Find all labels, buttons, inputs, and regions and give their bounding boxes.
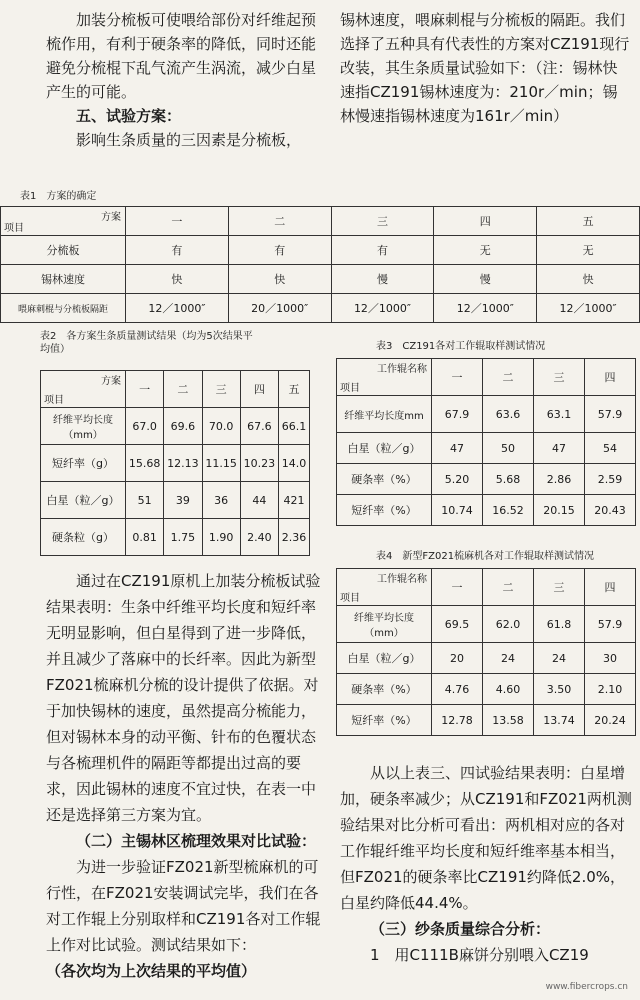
table-4-caption: 表4 新型FZ021梳麻机各对工作辊取样测试情况 <box>376 551 595 562</box>
table-row <box>337 464 636 495</box>
table-3-col: 一 <box>432 359 483 396</box>
table-cell: 12／1000″ <box>434 294 537 323</box>
table-cell: 快 <box>537 265 640 294</box>
table-2-row-label: 白星（粒／g） <box>41 482 126 519</box>
table-1-corner: 方案 项目 <box>1 207 126 236</box>
paragraph-table-analysis: 从以上表三、四试验结果表明：白星增加，硬条率减少；从CZ191和FZ021两机测验结果对比分析可看出：两机相对应的各对工作辊纤维平均长度和短纤维率基本相当，但FZ021的硬条率比CZ191约降低2.0%，白星约降低44.4%。 <box>340 764 632 912</box>
table-3-row-label: 纤维平均长度mm <box>337 396 432 433</box>
table-3-col: 三 <box>534 359 585 396</box>
table-4-row-label: 白星（粒／g） <box>337 643 432 674</box>
table-cell: 慢 <box>434 265 537 294</box>
table-4-row-label: 短纤率（%） <box>337 705 432 736</box>
table-4-col: 二 <box>483 569 534 606</box>
table-4-row-label: 硬条率（%） <box>337 674 432 705</box>
table-cell: 16.52 <box>483 495 534 526</box>
table-2-caption: 表2 各方案生条质量测试结果（均为5次结果平均值） <box>40 331 253 355</box>
right-body-column <box>340 760 632 968</box>
table-row <box>41 445 310 482</box>
table-row <box>337 705 636 736</box>
table-cell: 67.6 <box>240 408 278 445</box>
table-1-col: 二 <box>228 207 331 236</box>
table-cell: 11.15 <box>202 445 240 482</box>
section-heading-5: 五、试验方案： <box>76 107 182 125</box>
watermark-footer: www.fibercrops.cn <box>545 982 628 992</box>
table-2-col: 二 <box>164 371 202 408</box>
table-row <box>337 606 636 643</box>
table-2-col: 三 <box>202 371 240 408</box>
table-4 <box>336 550 636 736</box>
table-cell: 10.74 <box>432 495 483 526</box>
table-2-col: 一 <box>126 371 164 408</box>
table-cell: 12.78 <box>432 705 483 736</box>
table-3-col: 四 <box>585 359 636 396</box>
table-3-row-label: 白星（粒／g） <box>337 433 432 464</box>
paragraph-factors: 影响生条质量的三因素是分梳板， <box>76 131 302 149</box>
paragraph-results: 通过在CZ191原机上加装分梳板试验结果表明：生条中纤维平均长度和短纤率无明显影响，但白星得到了进一步降低，并且减少了落麻中的长纤率。因此为新型FZ021梳麻机分梳的设计提供了依据。对于加快锡林的速度，虽然提高分梳能力，但对锡林本身的动平衡、针布的色覆状态与各梳理机件的隔距等都提出过高的要求，因此锡林的速度不宜过快，在表一中还是选择第三方案为宜。 <box>46 572 321 824</box>
paragraph-plan-intro: 锡林速度，喂麻刺棍与分梳板的隔距。我们选择了五种具有代表性的方案对CZ191现行改装，其生条质量试验如下：（注：锡林快速指CZ191锡林速度为：210r／min；锡林慢速指锡林速度为161r／min） <box>340 11 630 125</box>
table-row <box>41 408 310 445</box>
table-1-row-label: 锡林速度 <box>1 265 126 294</box>
table-cell: 2.86 <box>534 464 585 495</box>
table-cell: 61.8 <box>534 606 585 643</box>
table-1-col: 三 <box>331 207 434 236</box>
table-2-row-label: 短纤率（g） <box>41 445 126 482</box>
table-cell: 20.24 <box>585 705 636 736</box>
table-1-row-label: 喂麻刺棍与分梳板隔距 <box>1 294 126 323</box>
table-cell: 0.81 <box>126 519 164 556</box>
paragraph-item-1: 1 用C111B麻饼分别喂入CZ19 <box>370 946 589 964</box>
table-cell: 67.0 <box>126 408 164 445</box>
table-1-row-label: 分梳板 <box>1 236 126 265</box>
table-cell: 12／1000″ <box>537 294 640 323</box>
table-row <box>337 674 636 705</box>
table-2-col: 五 <box>279 371 310 408</box>
table-cell: 69.5 <box>432 606 483 643</box>
table-cell: 1.75 <box>164 519 202 556</box>
table-row <box>1 265 640 294</box>
table-cell: 44 <box>240 482 278 519</box>
table-3-row-label: 短纤率（%） <box>337 495 432 526</box>
table-cell: 421 <box>279 482 310 519</box>
table-cell: 62.0 <box>483 606 534 643</box>
table-cell: 2.10 <box>585 674 636 705</box>
table-4-col: 三 <box>534 569 585 606</box>
table-cell: 70.0 <box>202 408 240 445</box>
left-top-column <box>46 8 328 152</box>
table-cell: 快 <box>228 265 331 294</box>
table-2-row-label: 硬条粒（g） <box>41 519 126 556</box>
table-cell: 50 <box>483 433 534 464</box>
section-heading-3: （三）纱条质量综合分析： <box>370 920 551 938</box>
table-cell: 1.90 <box>202 519 240 556</box>
table-cell: 无 <box>434 236 537 265</box>
table-cell: 20／1000″ <box>228 294 331 323</box>
table-cell: 快 <box>126 265 229 294</box>
table-cell: 3.50 <box>534 674 585 705</box>
table-4-corner: 工作辊名称 项目 <box>337 569 432 606</box>
table-cell: 57.9 <box>585 606 636 643</box>
table-1-col: 四 <box>434 207 537 236</box>
table-1-col: 五 <box>537 207 640 236</box>
table-cell: 20 <box>432 643 483 674</box>
table-4-col: 四 <box>585 569 636 606</box>
table-row <box>337 433 636 464</box>
table-row <box>41 519 310 556</box>
table-cell: 47 <box>534 433 585 464</box>
table-row <box>41 482 310 519</box>
table-cell: 2.59 <box>585 464 636 495</box>
table-cell: 20.43 <box>585 495 636 526</box>
table-1 <box>0 190 640 323</box>
paragraph-preliminary: 加装分梳板可使喂给部份对纤维起预梳作用，有利于硬条率的降低，同时还能避免分梳棍下乱气流产生涡流，减少白星产生的可能。 <box>46 11 317 101</box>
table-2-row-label: 纤维平均长度（mm） <box>41 408 126 445</box>
table-2 <box>40 330 310 556</box>
table-1-caption: 表1 方案的确定 <box>20 191 97 202</box>
table-cell: 36 <box>202 482 240 519</box>
table-3-corner: 工作辊名称 项目 <box>337 359 432 396</box>
left-body-column <box>46 568 328 984</box>
table-3-row-label: 硬条率（%） <box>337 464 432 495</box>
table-row <box>1 294 640 323</box>
table-cell: 20.15 <box>534 495 585 526</box>
table-cell: 14.0 <box>279 445 310 482</box>
table-4-row-label: 纤维平均长度（mm） <box>337 606 432 643</box>
table-cell: 2.36 <box>279 519 310 556</box>
table-cell: 4.60 <box>483 674 534 705</box>
right-top-column <box>340 8 632 128</box>
table-3-col: 二 <box>483 359 534 396</box>
table-cell: 13.58 <box>483 705 534 736</box>
table-3 <box>336 340 636 526</box>
table-cell: 24 <box>483 643 534 674</box>
table-cell: 63.1 <box>534 396 585 433</box>
table-cell: 24 <box>534 643 585 674</box>
table-cell: 69.6 <box>164 408 202 445</box>
table-cell: 15.68 <box>126 445 164 482</box>
table-cell: 54 <box>585 433 636 464</box>
table-row <box>337 643 636 674</box>
table-cell: 12／1000″ <box>331 294 434 323</box>
table-cell: 39 <box>164 482 202 519</box>
table-row <box>1 236 640 265</box>
table-cell: 4.76 <box>432 674 483 705</box>
table-cell: 2.40 <box>240 519 278 556</box>
table-cell: 无 <box>537 236 640 265</box>
table-cell: 13.74 <box>534 705 585 736</box>
table-cell: 有 <box>126 236 229 265</box>
table-cell: 12.13 <box>164 445 202 482</box>
table-cell: 10.23 <box>240 445 278 482</box>
paragraph-verification: 为进一步验证FZ021新型梳麻机的可行性，在FZ021安装调试完毕，我们在各对工作辊上分别取样和CZ191各对工作辊上作对比试验。测试结果如下： <box>46 858 321 954</box>
table-cell: 67.9 <box>432 396 483 433</box>
table-row <box>337 495 636 526</box>
table-cell: 5.20 <box>432 464 483 495</box>
table-cell: 12／1000″ <box>126 294 229 323</box>
table-cell: 有 <box>331 236 434 265</box>
table-cell: 63.6 <box>483 396 534 433</box>
table-4-col: 一 <box>432 569 483 606</box>
table-cell: 5.68 <box>483 464 534 495</box>
table-cell: 66.1 <box>279 408 310 445</box>
table-row <box>337 396 636 433</box>
table-cell: 51 <box>126 482 164 519</box>
table-3-caption: 表3 CZ191各对工作辊取样测试情况 <box>376 341 546 352</box>
table-cell: 47 <box>432 433 483 464</box>
section-heading-2: （二）主锡林区梳理效果对比试验： <box>76 832 317 850</box>
table-1-col: 一 <box>126 207 229 236</box>
paragraph-note: （各次均为上次结果的平均值） <box>46 962 257 980</box>
table-2-col: 四 <box>240 371 278 408</box>
table-cell: 有 <box>228 236 331 265</box>
table-cell: 慢 <box>331 265 434 294</box>
table-cell: 30 <box>585 643 636 674</box>
table-cell: 57.9 <box>585 396 636 433</box>
table-2-corner: 方案 项目 <box>41 371 126 408</box>
